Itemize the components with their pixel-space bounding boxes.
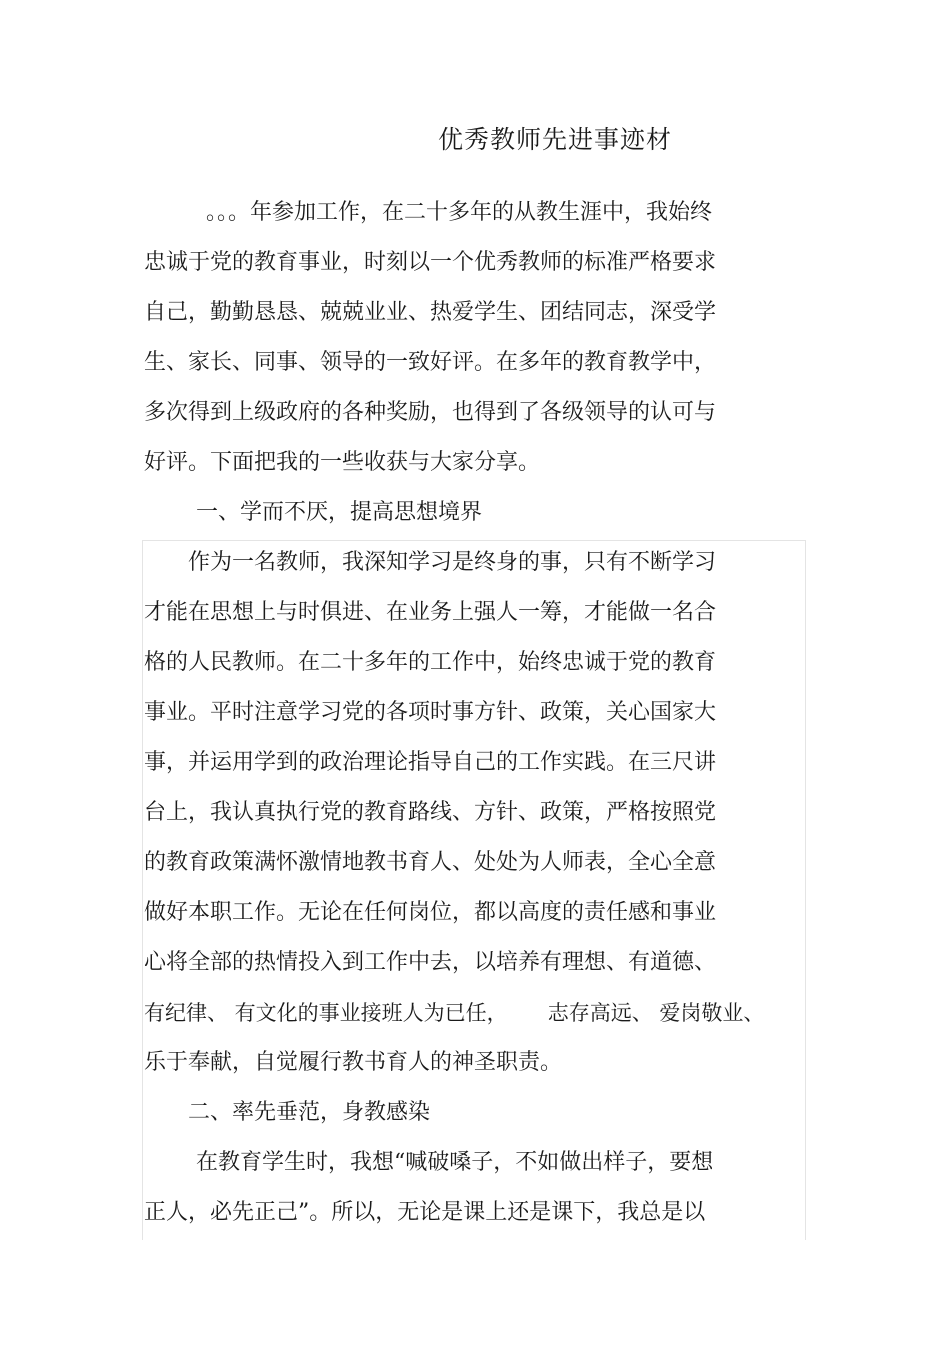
section1-line: 格的人民教师。在二十多年的工作中，始终忠诚于党的教育 [144, 650, 717, 675]
intro-line: 好评。下面把我的一些收获与大家分享。 [144, 450, 541, 475]
section1-line: 事业。平时注意学习党的各项时事方针、政策，关心国家大 [144, 700, 717, 725]
section1-line: 事，并运用学到的政治理论指导自己的工作实践。在三尺讲 [144, 750, 717, 775]
section2-line: 在教育学生时，我想“喊破嗓子，不如做出样子，要想 [196, 1150, 714, 1175]
section1-line: 乐于奉献，自觉履行教书育人的神圣职责。 [144, 1050, 563, 1075]
section1-line: 才能在思想上与时俱进、在业务上强人一筹，才能做一名合 [144, 600, 717, 625]
content-frame [142, 540, 806, 1240]
intro-line: 多次得到上级政府的各种奖励，也得到了各级领导的认可与 [144, 400, 717, 425]
intro-line: 。。。年参加工作，在二十多年的从教生涯中，我始终 [206, 200, 713, 225]
document-title: 优秀教师先进事迹材 [438, 125, 673, 154]
section1-line: 作为一名教师，我深知学习是终身的事，只有不断学习 [188, 550, 717, 575]
section1-line: 有纪律、 有文化的事业接班人为已任， 志存高远、 爱岗敬业、 [144, 1001, 765, 1025]
section1-line: 台上，我认真执行党的教育路线、方针、政策，严格按照党 [144, 800, 717, 825]
section-heading: 一、学而不厌，提高思想境界 [196, 500, 483, 525]
section-heading: 二、率先垂范，身教感染 [188, 1100, 431, 1125]
section1-line: 心将全部的热情投入到工作中去，以培养有理想、有道德、 [144, 950, 717, 975]
intro-line: 自己，勤勤恳恳、兢兢业业、热爱学生、团结同志，深受学 [144, 300, 717, 325]
section1-line: 的教育政策满怀激情地教书育人、处处为人师表，全心全意 [144, 850, 717, 875]
section2-line: 正人，必先正己”。所以，无论是课上还是课下，我总是以 [144, 1200, 706, 1225]
intro-line: 忠诚于党的教育事业，时刻以一个优秀教师的标准严格要求 [144, 250, 717, 275]
intro-line: 生、家长、同事、领导的一致好评。在多年的教育教学中， [144, 350, 717, 375]
section1-line: 做好本职工作。无论在任何岗位，都以高度的责任感和事业 [144, 900, 717, 925]
